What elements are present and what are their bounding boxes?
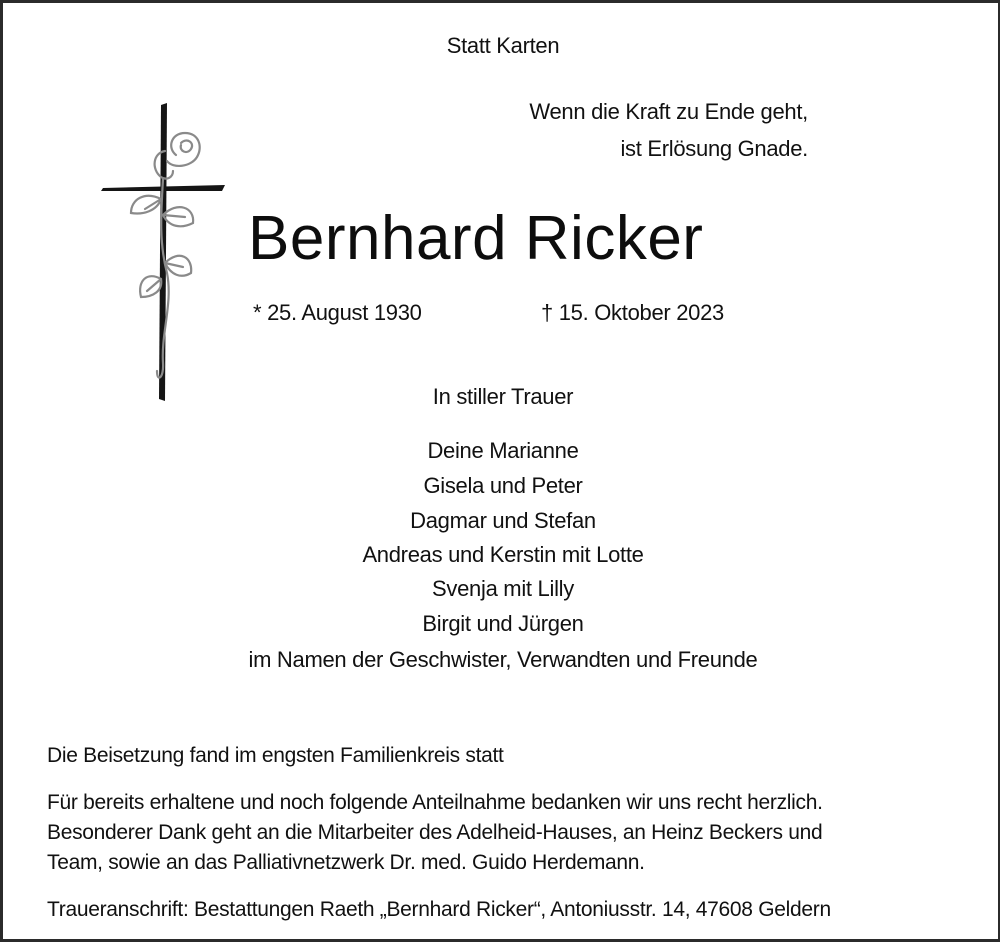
mourning-intro: In stiller Trauer	[432, 384, 574, 409]
mourner-line: Svenja mit Lilly	[432, 576, 574, 601]
mourner-line: Deine Marianne	[427, 438, 579, 463]
thanks-line: Für bereits erhaltene und noch folgende Anteilnahme bedanken wir uns recht herzlich.	[47, 791, 823, 814]
thanks-line: Team, sowie an das Palliativnetzwerk Dr. med. Guido Herdemann.	[47, 851, 645, 874]
mourner-line: Andreas und Kerstin mit Lotte	[362, 542, 644, 567]
quote-line-1: Wenn die Kraft zu Ende geht,	[529, 99, 808, 124]
cross-with-rose-icon	[101, 103, 231, 403]
header-statt-karten: Statt Karten	[446, 33, 560, 58]
burial-note: Die Beisetzung fand im engsten Familienkreis statt	[47, 744, 504, 767]
deceased-name: Bernhard Ricker	[248, 204, 704, 273]
mourner-line: Birgit und Jürgen	[422, 611, 584, 636]
mourner-line: Gisela und Peter	[423, 473, 583, 498]
death-date: † 15. Oktober 2023	[541, 300, 724, 325]
quote-line-2: ist Erlösung Gnade.	[620, 136, 808, 161]
thanks-line: Besonderer Dank geht an die Mitarbeiter des Adelheid-Hauses, an Heinz Beckers und	[47, 821, 823, 844]
mourner-line: im Namen der Geschwister, Verwandten und Freunde	[248, 647, 758, 672]
birth-date: * 25. August 1930	[253, 300, 422, 325]
mourning-address: Traueranschrift: Bestattungen Raeth „Bernhard Ricker“, Antoniusstr. 14, 47608 Geldern	[47, 898, 831, 921]
mourner-line: Dagmar und Stefan	[410, 508, 596, 533]
